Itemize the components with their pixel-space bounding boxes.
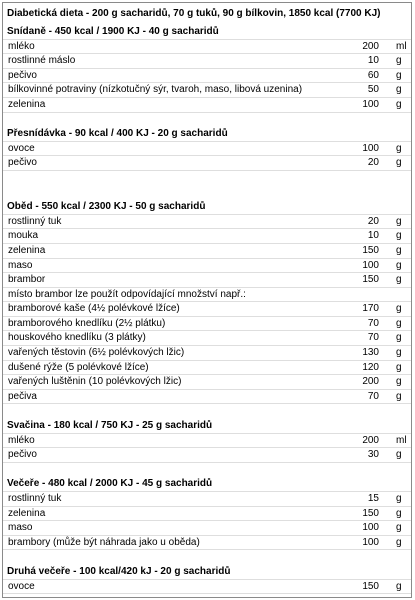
food-unit: g — [396, 493, 402, 504]
food-row — [3, 375, 411, 390]
food-amount: 100 — [362, 98, 379, 110]
food-row — [3, 390, 411, 405]
food-name: rostlinný tuk — [8, 493, 62, 504]
food-unit: g — [396, 580, 402, 592]
food-row — [3, 346, 411, 361]
food-unit: g — [396, 317, 402, 329]
food-name: brambor — [8, 274, 46, 286]
food-amount: 50 — [367, 84, 379, 96]
food-row — [3, 83, 411, 98]
food-name: pečiva — [8, 390, 37, 402]
food-row — [3, 273, 411, 288]
food-unit: g — [396, 215, 402, 227]
food-name: vařených těstovin (6½ polévkových lžic) — [8, 347, 185, 359]
food-name: mléko — [8, 40, 35, 52]
spacer-row — [3, 186, 411, 201]
spacer-row — [3, 113, 411, 128]
food-name: mouka — [8, 230, 39, 242]
food-row — [3, 434, 411, 449]
food-row — [3, 521, 411, 536]
food-unit: g — [396, 361, 402, 373]
food-amount: 70 — [367, 332, 379, 344]
food-row — [3, 361, 411, 376]
substitution-note: místo brambor lze použít odpovídající množství např.: — [8, 288, 246, 300]
food-unit: g — [396, 69, 402, 81]
food-row — [3, 492, 411, 507]
food-unit: g — [396, 507, 402, 519]
food-amount: 170 — [362, 303, 379, 315]
food-name: bramborového knedlíku (2½ plátku) — [8, 317, 166, 329]
food-name: zelenina — [8, 244, 46, 256]
meal-heading-dinner — [3, 477, 411, 492]
meal-heading-text: Druhá večeře - 100 kcal/420 kJ - 20 g sacharidů — [7, 565, 231, 577]
meal-heading-text: Večeře - 480 kcal / 2000 KJ - 45 g sacharidů — [7, 478, 213, 490]
food-amount: 150 — [362, 244, 379, 256]
food-unit: g — [396, 259, 402, 271]
food-amount: 60 — [367, 69, 379, 81]
title-row — [3, 3, 411, 25]
food-name: ovoce — [8, 142, 35, 154]
food-row — [3, 142, 411, 157]
food-amount: 10 — [367, 230, 379, 242]
food-name: vařených luštěnin (10 polévkových lžic) — [8, 376, 182, 388]
food-amount: 150 — [362, 274, 379, 286]
meal-heading-afternoon-snack — [3, 419, 411, 434]
food-row — [3, 448, 411, 463]
food-unit: g — [396, 142, 402, 154]
meal-heading-text: Oběd - 550 kcal / 2300 KJ - 50 g sacharidů — [7, 201, 206, 213]
food-row — [3, 536, 411, 551]
food-amount: 100 — [362, 259, 379, 271]
food-amount: 200 — [362, 40, 379, 52]
food-amount: 30 — [367, 449, 379, 461]
food-name: pečivo — [8, 69, 37, 81]
food-unit: g — [396, 449, 402, 461]
food-name: maso — [8, 259, 33, 271]
food-amount: 20 — [367, 157, 379, 169]
food-unit: g — [396, 244, 402, 256]
food-unit: g — [396, 347, 402, 359]
food-unit: g — [396, 230, 402, 242]
food-unit: g — [396, 536, 402, 548]
food-name: bramborové kaše (4½ polévkové lžíce) — [8, 303, 180, 315]
food-name: maso — [8, 522, 33, 534]
food-amount: 200 — [362, 376, 379, 388]
food-row — [3, 331, 411, 346]
spacer-row — [3, 171, 411, 186]
food-amount: 70 — [367, 317, 379, 329]
food-amount: 150 — [362, 580, 379, 592]
food-row — [3, 98, 411, 113]
food-amount: 150 — [362, 507, 379, 519]
food-unit: g — [396, 98, 402, 110]
food-unit: g — [396, 390, 402, 402]
food-name: zelenina — [8, 507, 46, 519]
food-amount: 100 — [362, 522, 379, 534]
food-row — [3, 244, 411, 259]
food-row — [3, 317, 411, 332]
food-unit: g — [396, 332, 402, 344]
food-amount: 100 — [362, 536, 379, 548]
food-amount: 10 — [367, 55, 379, 67]
food-name: rostlinný tuk — [8, 215, 62, 227]
food-amount: 130 — [362, 347, 379, 359]
food-name: dušené rýže (5 polévkové lžíce) — [8, 361, 149, 373]
food-row — [3, 54, 411, 69]
food-row — [3, 302, 411, 317]
food-unit: ml — [396, 434, 407, 446]
food-name: houskového knedlíku (3 plátky) — [8, 332, 146, 344]
food-name: rostlinné máslo — [8, 55, 76, 67]
note-row — [3, 288, 411, 303]
food-name: zelenina — [8, 98, 46, 110]
food-unit: g — [396, 84, 402, 96]
food-unit: g — [396, 303, 402, 315]
food-row — [3, 215, 411, 230]
diet-table — [2, 2, 412, 598]
food-row — [3, 229, 411, 244]
food-unit: g — [396, 274, 402, 286]
meal-heading-breakfast — [3, 25, 411, 40]
food-amount: 100 — [362, 142, 379, 154]
meal-heading-lunch — [3, 200, 411, 215]
food-amount: 120 — [362, 361, 379, 373]
food-amount: 20 — [367, 215, 379, 227]
food-name: ovoce — [8, 580, 35, 592]
food-unit: g — [396, 55, 402, 67]
meal-heading-text: Snídaně - 450 kcal / 1900 KJ - 40 g sacharidů — [7, 26, 219, 37]
food-row — [3, 40, 411, 55]
food-unit: g — [396, 376, 402, 388]
spacer-row — [3, 404, 411, 419]
meal-heading-morning-snack — [3, 127, 411, 142]
spacer-row — [3, 550, 411, 565]
food-name: brambory (může být náhrada jako u oběda) — [8, 536, 200, 548]
food-amount: 70 — [367, 390, 379, 402]
food-unit: ml — [396, 40, 407, 52]
food-row — [3, 259, 411, 274]
food-row — [3, 69, 411, 84]
meal-heading-text: Svačina - 180 kcal / 750 KJ - 25 g sacharidů — [7, 420, 213, 432]
meal-heading-second-dinner — [3, 565, 411, 580]
food-amount: 15 — [367, 493, 379, 504]
spacer-row — [3, 463, 411, 478]
document-title: Diabetická dieta - 200 g sacharidů, 70 g tuků, 90 g bílkovin, 1850 kcal (7700 KJ) — [7, 8, 381, 19]
food-row — [3, 156, 411, 171]
food-unit: g — [396, 157, 402, 169]
food-amount: 200 — [362, 434, 379, 446]
food-name: pečivo — [8, 157, 37, 169]
food-unit: g — [396, 522, 402, 534]
food-name: mléko — [8, 434, 35, 446]
food-name: bílkovinné potraviny (nízkotučný sýr, tvaroh, maso, libová uzenina) — [8, 84, 303, 96]
food-name: pečivo — [8, 449, 37, 461]
food-row — [3, 507, 411, 522]
food-row — [3, 580, 411, 595]
meal-heading-text: Přesnídávka - 90 kcal / 400 KJ - 20 g sacharidů — [7, 128, 228, 140]
